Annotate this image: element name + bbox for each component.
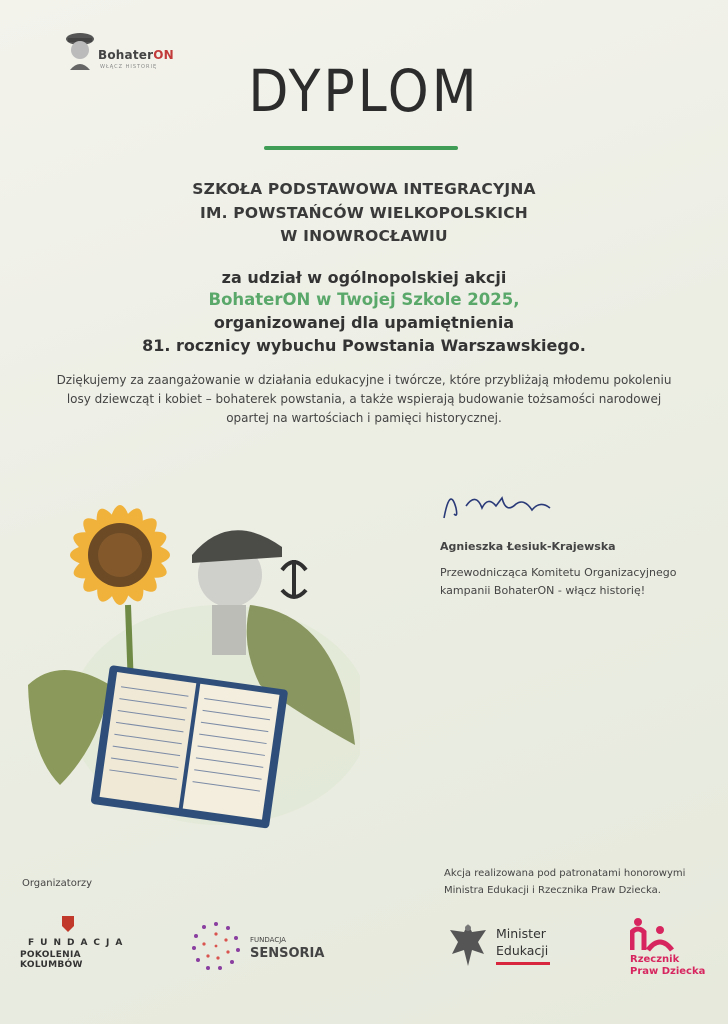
minister-line-1: Minister: [496, 926, 546, 941]
rzecznik-praw-dziecka-logo: [626, 916, 722, 980]
signature-image: [436, 478, 566, 530]
award-line-4: 81. rocznicy wybuchu Powstania Warszawskiego.: [142, 336, 586, 355]
award-line-3: organizowanej dla upamiętnienia: [213, 313, 515, 332]
minister-red-bar: [496, 962, 550, 965]
kolumbow-line-1: FUNDACJA: [28, 938, 129, 948]
organizers-label: Organizatorzy: [22, 878, 93, 889]
minister-edukacji-logo: [446, 918, 566, 974]
rzecznik-figures-icon: [630, 916, 674, 952]
kotwica-symbol: [282, 560, 306, 597]
kolumbow-line-2: POKOLENIA KOLUMBÓW: [20, 950, 83, 970]
brand-name: BohaterON: [98, 48, 174, 62]
school-name-line-1: SZKOŁA PODSTAWOWA INTEGRACYJNA: [192, 180, 536, 198]
sensoria-dots-icon: [188, 918, 244, 974]
title-underline: [264, 146, 458, 150]
rzecznik-line-2: Praw Dziecka: [630, 966, 706, 977]
patronage-line-1: Akcja realizowana pod patronatami honorowymi: [444, 868, 686, 879]
thanks-paragraph: Dziękujemy za zaangażowanie w działania edukacyjne i twórcze, które przybliżają młodemu pokoleniu losy dziewcząt i kobiet – bohaterek powstania, a także wspierają budowanie tożsamości narodowej opartej na wartościach i pamięci historycznej.: [56, 373, 672, 425]
school-name-line-2: IM. POWSTAŃCÓW WIELKOPOLSKICH: [200, 204, 528, 222]
diploma-title: DYPLOM: [248, 58, 480, 126]
signatory-name: Agnieszka Łesiuk-Krajewska: [440, 540, 616, 553]
school-name-line-3: W INOWROCŁAWIU: [280, 227, 448, 245]
campaign-name: BohaterON w Twojej Szkole 2025,: [208, 290, 520, 309]
fundacja-pokolenia-kolumbow-logo: [18, 910, 128, 970]
fundacja-sensoria-logo: [188, 918, 328, 974]
signatory-role-line-2: kampanii BohaterON - włącz historię!: [440, 584, 646, 597]
award-line-1: za udział w ogólnopolskiej akcji: [221, 268, 507, 287]
minister-line-2: Edukacji: [496, 943, 549, 958]
signatory-role-line-1: Przewodnicząca Komitetu Organizacyjnego: [440, 566, 677, 579]
rzecznik-line-1: Rzecznik: [630, 954, 680, 965]
sensoria-line-1: FUNDACJA: [250, 936, 286, 944]
kolumbow-emblem-icon: [60, 914, 76, 934]
patronage-line-2: Ministra Edukacji i Rzecznika Praw Dziecka.: [444, 885, 661, 896]
brand-tagline: WŁĄCZ HISTORIĘ: [100, 64, 158, 70]
polish-eagle-icon: [446, 920, 490, 970]
sunflower-soldier-illustration: [20, 455, 360, 845]
sensoria-line-2: SENSORIA: [250, 946, 325, 961]
